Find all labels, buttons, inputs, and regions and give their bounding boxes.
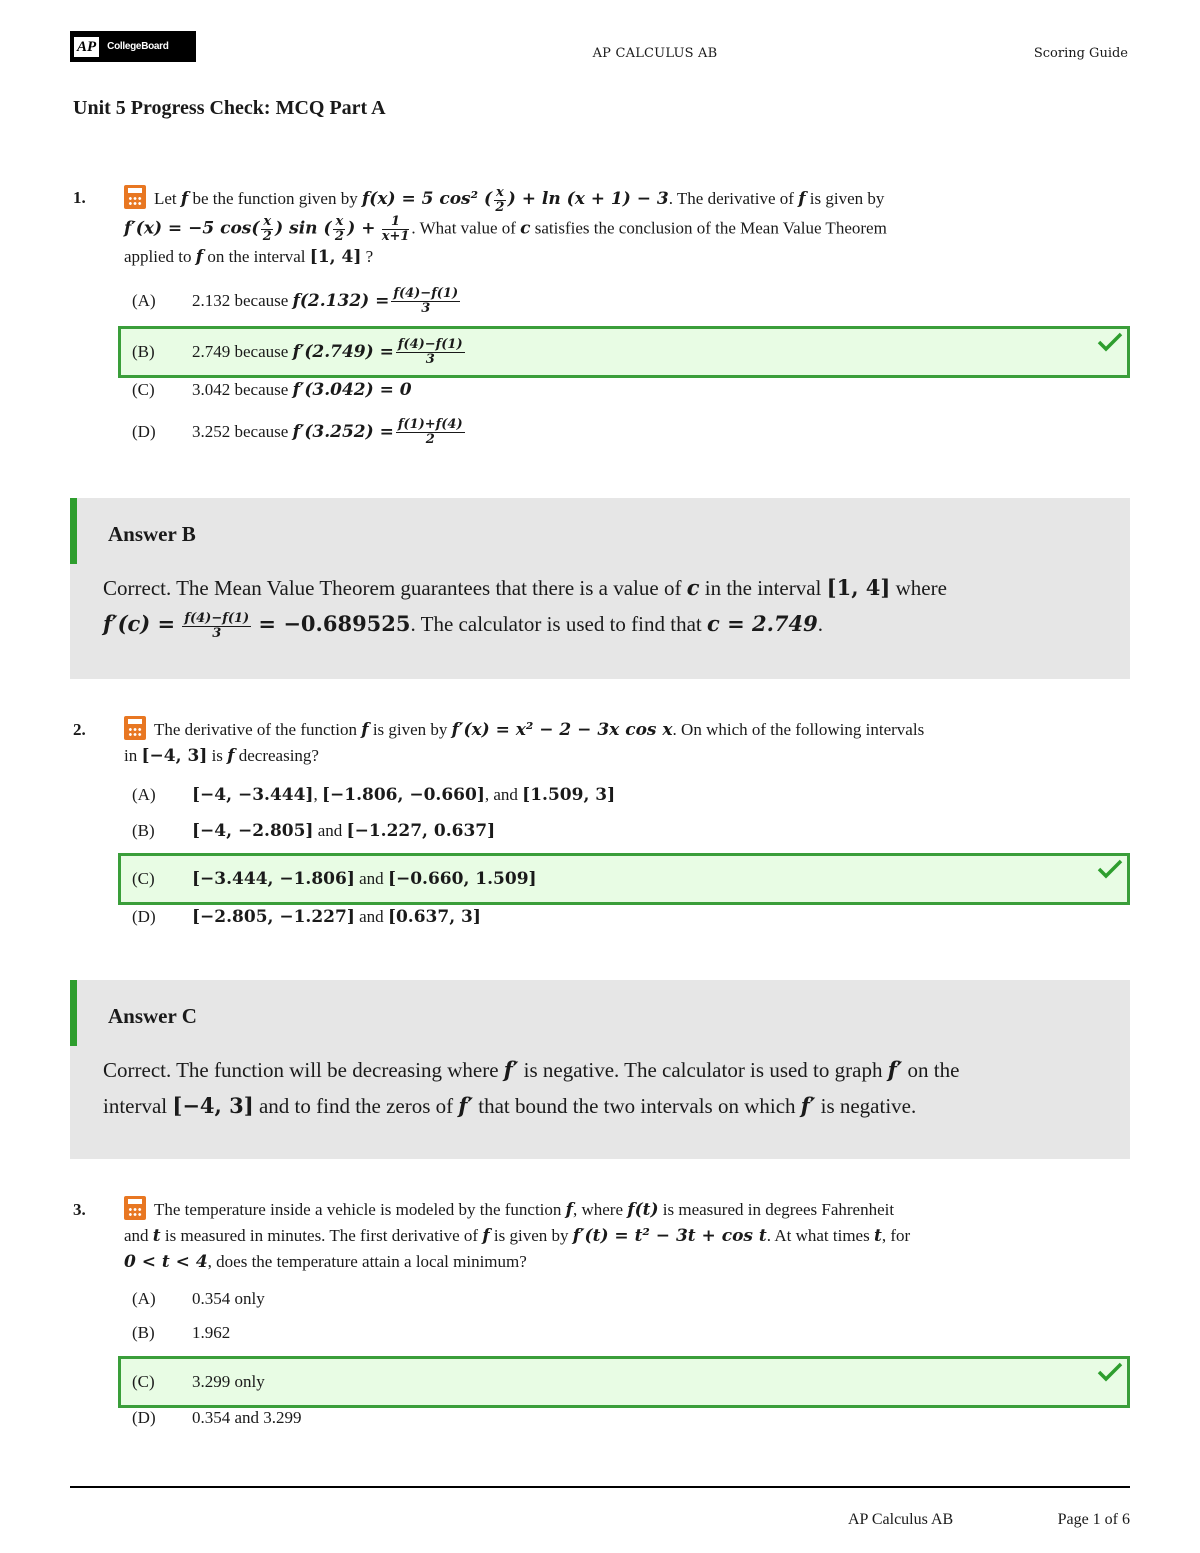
ap-collegeboard-logo bbox=[70, 31, 196, 62]
calculator-icon bbox=[124, 716, 146, 740]
q3-option-d[interactable]: (D) 0.354 and 3.299 bbox=[132, 1408, 302, 1427]
header-course: AP CALCULUS AB bbox=[592, 46, 718, 61]
answer-2-explanation: Correct. The function will be decreasing where f′ is negative. The calculator is used to graph f′ on the interval [−4, 3] and to find the zeros of f′ that bound the two intervals on which f′ is negative. bbox=[103, 1057, 960, 1118]
question-1-number: 1. bbox=[73, 188, 86, 207]
checkmark-icon bbox=[1097, 331, 1123, 353]
q3-option-c[interactable]: (C) 3.299 only bbox=[118, 1356, 1130, 1408]
footer-divider bbox=[70, 1486, 1130, 1488]
q2-option-d[interactable]: (D) [−2.805, −1.227] and [0.637, 3] bbox=[132, 907, 481, 927]
checkmark-icon bbox=[1097, 858, 1123, 880]
page-title: Unit 5 Progress Check: MCQ Part A bbox=[73, 97, 386, 119]
q2-option-c[interactable]: (C) [−3.444, −1.806] and [−0.660, 1.509] bbox=[118, 853, 1130, 905]
answer-1-heading: Answer B bbox=[108, 522, 196, 546]
q2-option-b[interactable]: (B) [−4, −2.805] and [−1.227, 0.637] bbox=[132, 821, 496, 841]
question-2-number: 2. bbox=[73, 720, 86, 739]
footer-course: AP Calculus AB bbox=[848, 1511, 954, 1528]
q3-option-a[interactable]: (A) 0.354 only bbox=[132, 1289, 265, 1308]
q1-option-b[interactable]: (B) 2.749 because f′(2.749) = $\frac{f(4)-f(1)}{3}$ bbox=[118, 326, 1130, 378]
answer-accent-bar bbox=[70, 498, 77, 564]
question-3-number: 3. bbox=[73, 1200, 86, 1219]
q3-option-b[interactable]: (B) 1.962 bbox=[132, 1323, 231, 1342]
ap-logo-mark: AP bbox=[74, 37, 99, 57]
collegeboard-logo-text: CollegeBoard bbox=[107, 41, 169, 52]
q2-option-a[interactable]: (A) [−4, −3.444] , [−1.806, −0.660] , and [1.509, 3] bbox=[132, 785, 616, 805]
question-2-text: The derivative of the function f is given by f′(x) = x² − 2 − 3x cos x. On which of the following intervals in [−4, 3] is f decreasing? bbox=[124, 716, 1124, 769]
question-1-text: Let f be the function given by f(x) = 5 cos² ( $\frac{x}{2}$ ) + ln (x + 1) − 3. The derivative of f is given by f′(x) = −5 cos( $\frac{x}{2}$ ) sin ( $\frac{x}{2}$ ) + $\frac{1}{x+1}$ . What value of c satisfies the conclusion of the Mean Value Theorem applied to f on the interval [1, 4] ? bbox=[124, 184, 887, 267]
answer-1-explanation: Correct. The Mean Value Theorem guarantees that there is a value of c in the interval [1, 4] where f′(c) = $\frac{f(4)-f(1)}{3}$ = −0.689525. The calculator is used to find that c = 2.749. bbox=[103, 575, 947, 641]
answer-2-heading: Answer C bbox=[108, 1004, 197, 1028]
answer-accent-bar bbox=[70, 980, 77, 1046]
q1-option-d[interactable]: (D) 3.252 because f′(3.252) = $\frac{f(1)+f(4)}{2}$ bbox=[132, 416, 463, 447]
answer-1-panel bbox=[70, 498, 1130, 679]
checkmark-icon bbox=[1097, 1361, 1123, 1383]
calculator-icon bbox=[124, 1196, 146, 1220]
answer-2-panel bbox=[70, 980, 1130, 1159]
page-number: Page 1 of 6 bbox=[1057, 1511, 1130, 1528]
calculator-icon bbox=[124, 185, 146, 209]
header-guide: Scoring Guide bbox=[1033, 46, 1128, 61]
q1-option-a[interactable]: (A) 2.132 because f(2.132) = $\frac{f(4)-f(1)}{3}$ bbox=[132, 285, 459, 316]
q1-option-c[interactable]: (C) 3.042 because f′(3.042) = 0 bbox=[132, 380, 412, 400]
question-3-text: The temperature inside a vehicle is modeled by the function f, where f(t) is measured in degrees Fahrenheit and t is measured in minutes. The first derivative of f is given by f′(t) = t² − 3t + cos t. At what times t, for 0 < t < 4, does the temperature attain a local minimum? bbox=[124, 1196, 1124, 1275]
